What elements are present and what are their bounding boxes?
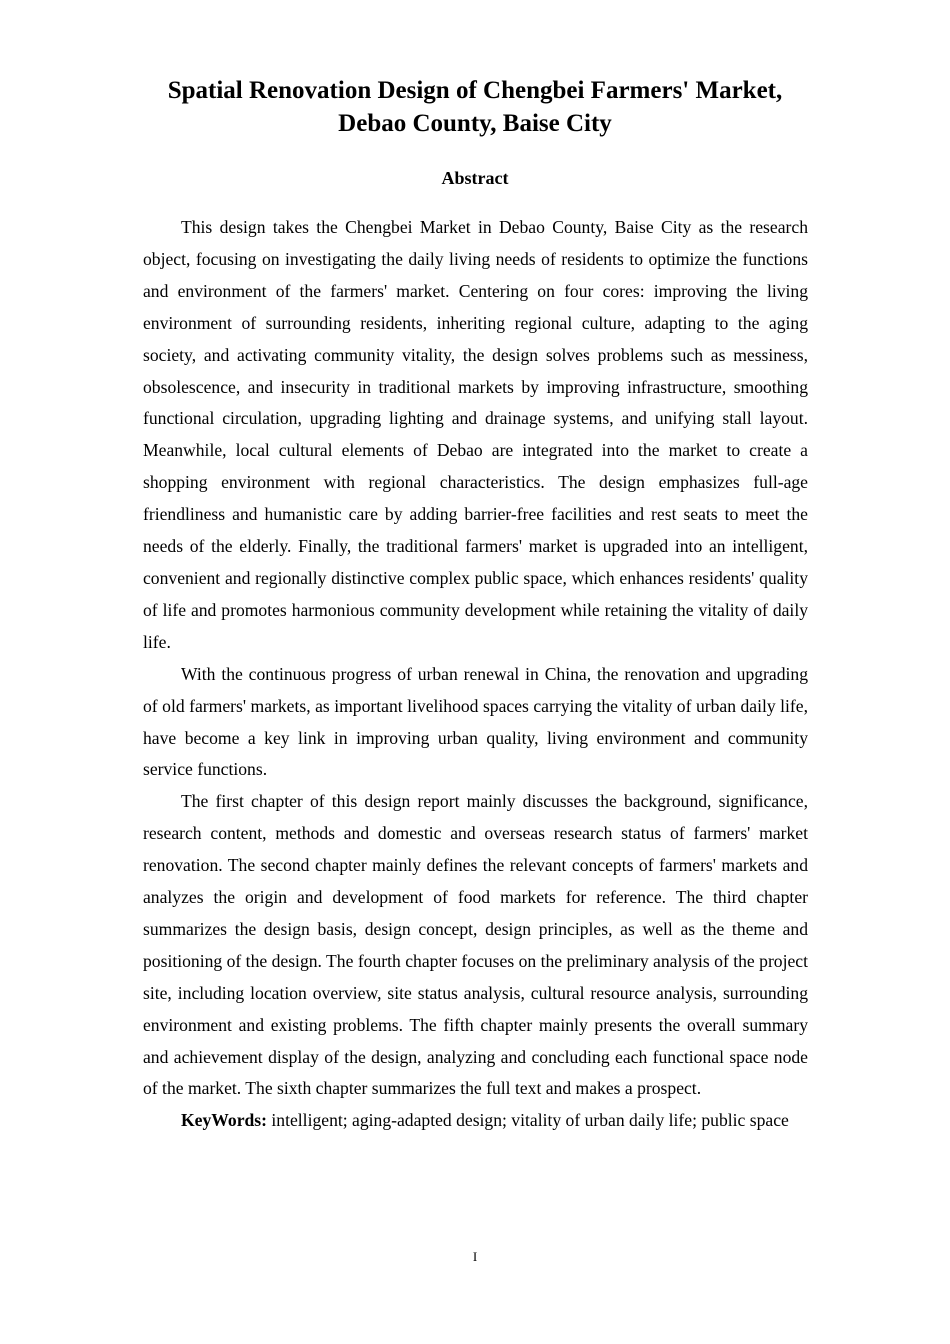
abstract-body: [143, 212, 808, 1137]
abstract-heading: Abstract: [441, 168, 509, 188]
page-number: I: [472, 1249, 478, 1264]
keywords-paragraph: [143, 1105, 808, 1137]
abstract-paragraph-2: With the continuous progress of urban renewal in China, the renovation and upgrading of old farmers' markets, as important livelihood spaces carrying the vitality of urban daily life, have become a key link in improving urban quality, living environment and community service functions.: [143, 663, 808, 780]
abstract-paragraph-1: This design takes the Chengbei Market in Debao County, Baise City as the research object, focusing on investigating the daily living needs of residents to optimize the functions and environment of the farmers' market. Centering on four cores: improving the living environment of surrounding residents, inheriting regional culture, adapting to the aging society, and activating community vitality, the design solves problems such as messiness, obsolescence, and insecurity in traditional markets by improving infrastructure, smoothing functional circulation, upgrading lighting and drainage systems, and unifying stall layout. Meanwhile, local cultural elements of Debao are integrated into the market to create a shopping environment with regional characteristics. The design emphasizes full-age friendliness and humanistic care by adding barrier-free facilities and rest seats to meet the needs of the elderly. Finally, the traditional farmers' market is upgraded into an intelligent, convenient and regionally distinctive complex public space, which enhances residents' quality of life and promotes harmonious community development while retaining the vitality of daily life.: [143, 217, 808, 652]
keywords-text: intelligent; aging-adapted design; vitality of urban daily life; public space: [267, 1110, 789, 1131]
paper-title: [100, 74, 850, 140]
paper-title-line-1: Spatial Renovation Design of Chengbei Farmers' Market,: [167, 77, 783, 104]
abstract-paragraph-3: The first chapter of this design report mainly discusses the background, significance, research content, methods and domestic and overseas research status of farmers' market renovation. The second chapter mainly defines the relevant concepts of farmers' markets and analyzes the origin and development of food markets for reference. The third chapter summarizes the design basis, design concept, design principles, as well as the theme and positioning of the design. The fourth chapter focuses on the preliminary analysis of the project site, including location overview, site status analysis, cultural resource analysis, surrounding environment and existing problems. The fifth chapter mainly presents the overall summary and achievement display of the design, analyzing and concluding each functional space node of the market. The sixth chapter summarizes the full text and makes a prospect.: [143, 791, 808, 1099]
paper-title-line-2: Debao County, Baise City: [338, 110, 612, 137]
keywords-label: KeyWords:: [181, 1110, 268, 1131]
